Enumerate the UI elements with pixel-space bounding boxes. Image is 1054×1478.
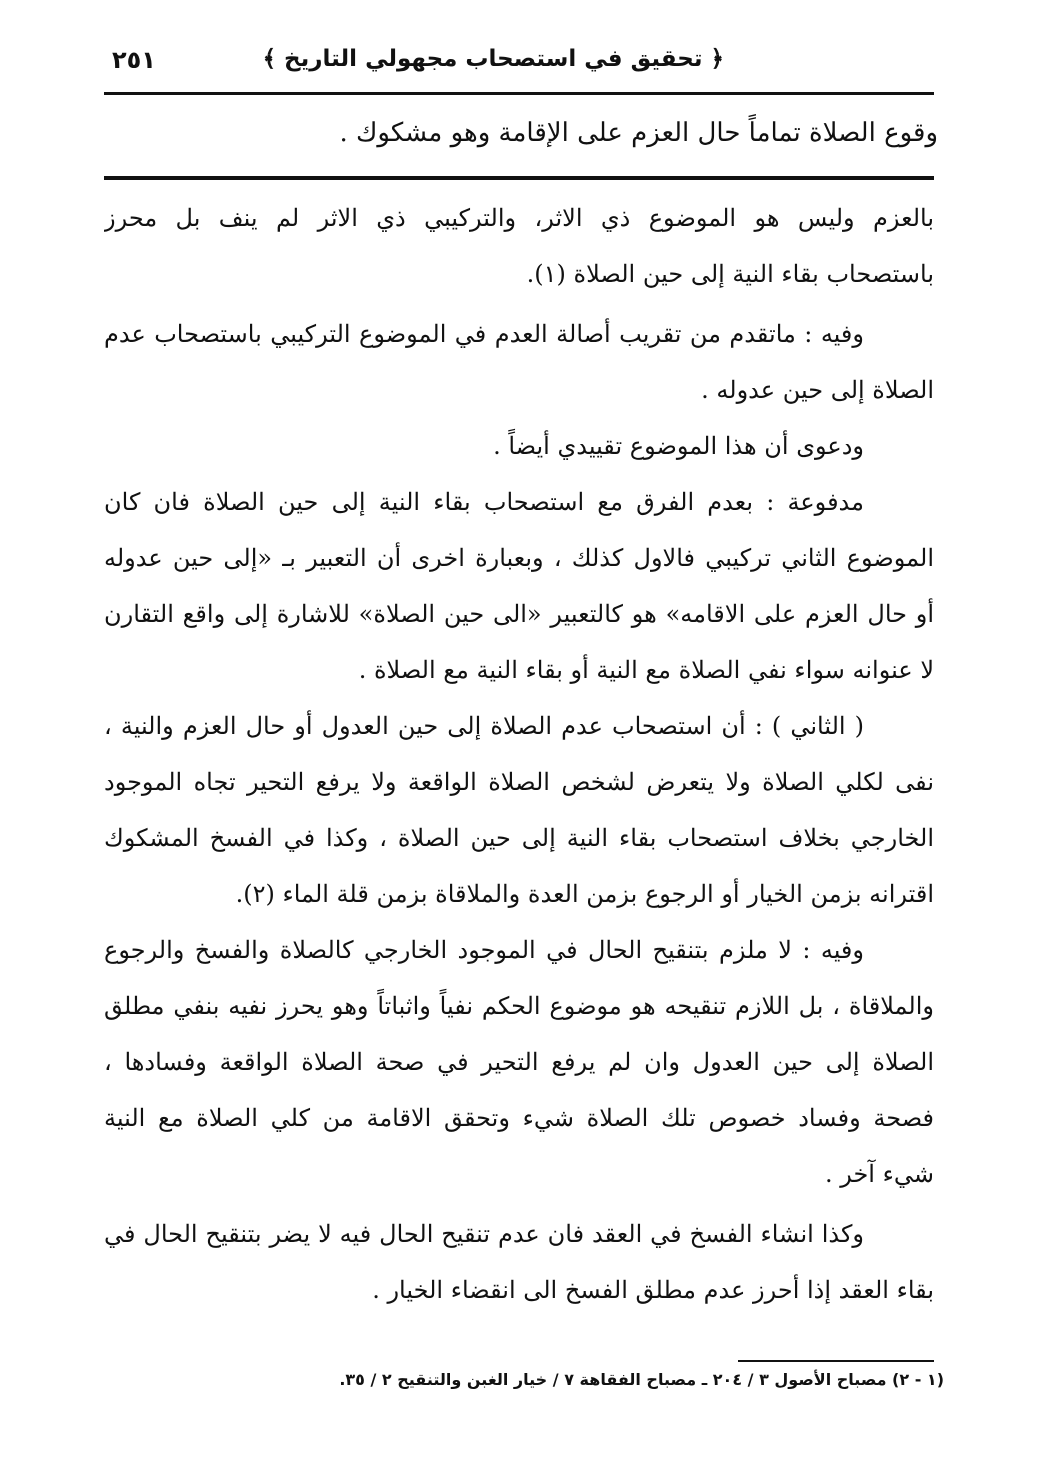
text-line: والملاقاة ، بل اللازم تنقيحه هو موضوع الحكم نفياً واثباتاً وهو يحرز نفيه بنفي مطلق xyxy=(104,992,934,1020)
text-line: الموضوع الثاني تركيبي فالاول كذلك ، وبعبارة اخرى أن التعبير بـ «إلى حين عدوله xyxy=(104,544,934,572)
page-header xyxy=(104,38,936,88)
footnote: (١ - ٢) مصباح الأصول ٣ / ٢٠٤ ـ مصباح الفقاهة ٧ / خيار الغبن والتنقيح ٢ / ٣٥. xyxy=(339,1370,944,1389)
text-line: لا عنوانه سواء نفي الصلاة مع النية أو بقاء النية مع الصلاة . xyxy=(358,656,934,684)
text-line: مدفوعة : بعدم الفرق مع استصحاب بقاء النية إلى حين الصلاة فان كان xyxy=(104,488,864,516)
text-line: شيء آخر . xyxy=(824,1160,934,1188)
text-line: باستصحاب بقاء النية إلى حين الصلاة (١). xyxy=(526,260,934,288)
continuation-line: وقوع الصلاة تماماً حال العزم على الإقامة وهو مشكوك . xyxy=(339,118,938,148)
text-line: الصلاة إلى حين العدول وان لم يرفع التحير في صحة الصلاة الواقعة وفسادها ، xyxy=(104,1048,934,1076)
text-line: فصحة وفساد خصوص تلك الصلاة شيء وتحقق الاقامة من كلي الصلاة مع النية xyxy=(104,1104,934,1132)
text-line: وفيه : ماتقدم من تقريب أصالة العدم في الموضوع التركيبي باستصحاب عدم xyxy=(104,320,864,348)
text-line: أو حال العزم على الاقامه» هو كالتعبير «الى حين الصلاة» للاشارة إلى واقع التقارن xyxy=(104,600,934,628)
text-line: ودعوى أن هذا الموضوع تقييدي أيضاً . xyxy=(493,432,864,460)
text-line: وفيه : لا ملزم بتنقيح الحال في الموجود الخارجي كالصلاة والفسخ والرجوع xyxy=(104,936,864,964)
text-line: نفى لكلي الصلاة ولا يتعرض لشخص الصلاة الواقعة ولا يرفع التحير تجاه الموجود xyxy=(104,768,934,796)
text-line: الصلاة إلى حين عدوله . xyxy=(701,376,934,404)
text-line: بالعزم وليس هو الموضوع ذي الاثر، والتركيبي ذي الاثر لم ينف بل محرز xyxy=(104,204,934,232)
text-divider-rule xyxy=(104,176,934,180)
text-line: وكذا انشاء الفسخ في العقد فان عدم تنقيح الحال فيه لا يضر بتنقيح الحال في xyxy=(104,1220,864,1248)
running-title: ﴿ تحقيق في استصحاب مجهولي التاريخ ﴾ xyxy=(262,46,724,72)
header-rule xyxy=(104,92,934,95)
text-line: اقترانه بزمن الخيار أو الرجوع بزمن العدة والملاقاة بزمن قلة الماء (٢). xyxy=(235,880,934,908)
text-line: بقاء العقد إذا أحرز عدم مطلق الفسخ الى انقضاء الخيار . xyxy=(372,1276,934,1304)
footnote-rule xyxy=(738,1360,934,1362)
page-number: ٢٥١ xyxy=(112,46,156,74)
text-line: الخارجي بخلاف استصحاب بقاء النية إلى حين الصلاة ، وكذا في الفسخ المشكوك xyxy=(104,824,934,852)
body-text xyxy=(104,190,934,1318)
text-line: ( الثاني ) : أن استصحاب عدم الصلاة إلى حين العدول أو حال العزم والنية ، xyxy=(104,712,864,740)
